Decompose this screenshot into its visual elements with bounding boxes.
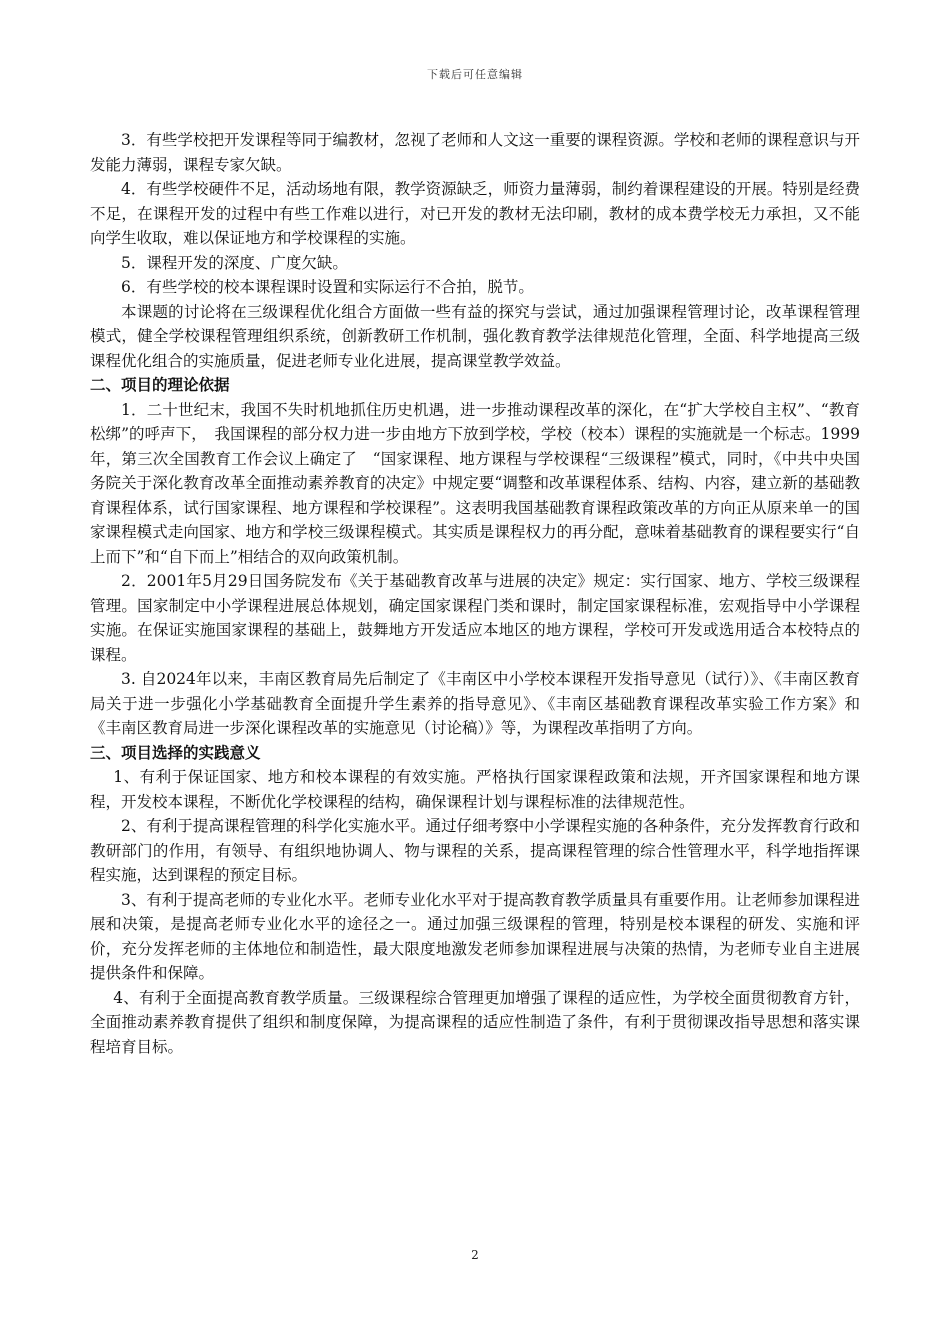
paragraph-theory-3: 3. 自2024年以来，丰南区教育局先后制定了《丰南区中小学校本课程开发指导意见（试行）》、《丰南区教育局关于进一步强化小学基础教育全面提升学生素养的指导意见》、《丰南区基础教育课程改革实验工作方案》和《丰南区教育局进一步深化课程改革的实施意见（讨论稿）》等，为课程改革指明了方向。 (90, 670, 860, 737)
paragraph-theory-1: 1．二十世纪末，我国不失时机地抓住历史机遇，进一步推动课程改革的深化，在“扩大学校自主权”、“教育松绑”的呼声下， 我国课程的部分权力进一步由地方下放到学校，学校（校本）课程的实施就是一个标志。1999年，第三次全国教育工作会议上确定了 “国家课程、地方课程与学校课程“三级课程”模式，同时，《中共中央国务院关于深化教育改革全面推动素养教育的决定》中规定要“调整和改革课程体系、结构、内容，建立新的基础教育课程体系，试行国家课程、地方课程和学校课程”。这表明我国基础教育课程政策改革的方向正从原来单一的国家课程模式走向国家、地方和学校三级课程模式。其实质是课程权力的再分配，意味着基础教育的课程要实行“自上而下”和“自下而上”相结合的双向政策机制。 (90, 400, 860, 566)
page-number: 2 (471, 1248, 479, 1262)
paragraph-intro-summary: 本课题的讨论将在三级课程优化组合方面做一些有益的探究与尝试，通过加强课程管理讨论，改革课程管理模式，健全学校课程管理组织系统，创新教研工作机制，强化教育教学法律规范化管理，全面、科学地提高三级课程优化组合的实施质量，促进老师专业化进展，提高课堂教学效益。 (90, 302, 860, 370)
document-body (90, 128, 860, 1059)
paragraph-practice-3: 3、有利于提高老师的专业化水平。老师专业化水平对于提高教育教学质量具有重要作用。让老师参加课程进展和决策，是提高老师专业化水平的途径之一。通过加强三级课程的管理，特别是校本课程的研发、实施和评价，充分发挥老师的主体地位和制造性，最大限度地激发老师参加课程进展与决策的热情，为老师专业自主进展提供条件和保障。 (90, 890, 860, 982)
paragraph-practice-4: 4、有利于全面提高教育教学质量。三级课程综合管理更加增强了课程的适应性，为学校全面贯彻教育方针，全面推动素养教育提供了组织和制度保障，为提高课程的适应性制造了条件，有利于贯彻课改指导思想和落实课程培育目标。 (90, 988, 860, 1056)
paragraph-intro-4: 4．有些学校硬件不足，活动场地有限，教学资源缺乏，师资力量薄弱，制约着课程建设的开展。特别是经费不足，在课程开发的过程中有些工作难以进行，对已开发的教材无法印刷，教材的成本费学校无力承担，又不能向学生收取，难以保证地方和学校课程的实施。 (90, 180, 860, 247)
section-heading-theory-basis: 二、项目的理论依据 (90, 376, 230, 394)
paragraph-intro-3: 3．有些学校把开发课程等同于编教材，忽视了老师和人文这一重要的课程资源。学校和老师的课程意识与开发能力薄弱，课程专家欠缺。 (90, 131, 860, 174)
page-header: 下载后可任意编辑 (427, 68, 523, 81)
paragraph-intro-5: 5．课程开发的深度、广度欠缺。 (121, 253, 348, 272)
paragraph-practice-1: 1、有利于保证国家、地方和校本课程的有效实施。严格执行国家课程政策和法规，开齐国家课程和地方课程，开发校本课程，不断优化学校课程的结构，确保课程计划与课程标准的法律规范性。 (90, 768, 860, 811)
paragraph-practice-2: 2、有利于提高课程管理的科学化实施水平。通过仔细考察中小学课程实施的各种条件，充分发挥教育行政和教研部门的作用，有领导、有组织地协调人、物与课程的关系，提高课程管理的综合性管理水平，科学地指挥课程实施，达到课程的预定目标。 (90, 817, 860, 884)
section-heading-practical-significance: 三、项目选择的实践意义 (90, 743, 261, 762)
paragraph-intro-6: 6．有些学校的校本课程课时设置和实际运行不合拍，脱节。 (121, 278, 534, 296)
paragraph-theory-2: 2．2001年5月29日国务院发布《关于基础教育改革与进展的决定》规定：实行国家、地方、学校三级课程管理。国家制定中小学课程进展总体规划，确定国家课程门类和课时，制定国家课程标准，宏观指导中小学课程实施。在保证实施国家课程的基础上，鼓舞地方开发适应本地区的地方课程，学校可开发或选用适合本校特点的课程。 (90, 572, 860, 664)
